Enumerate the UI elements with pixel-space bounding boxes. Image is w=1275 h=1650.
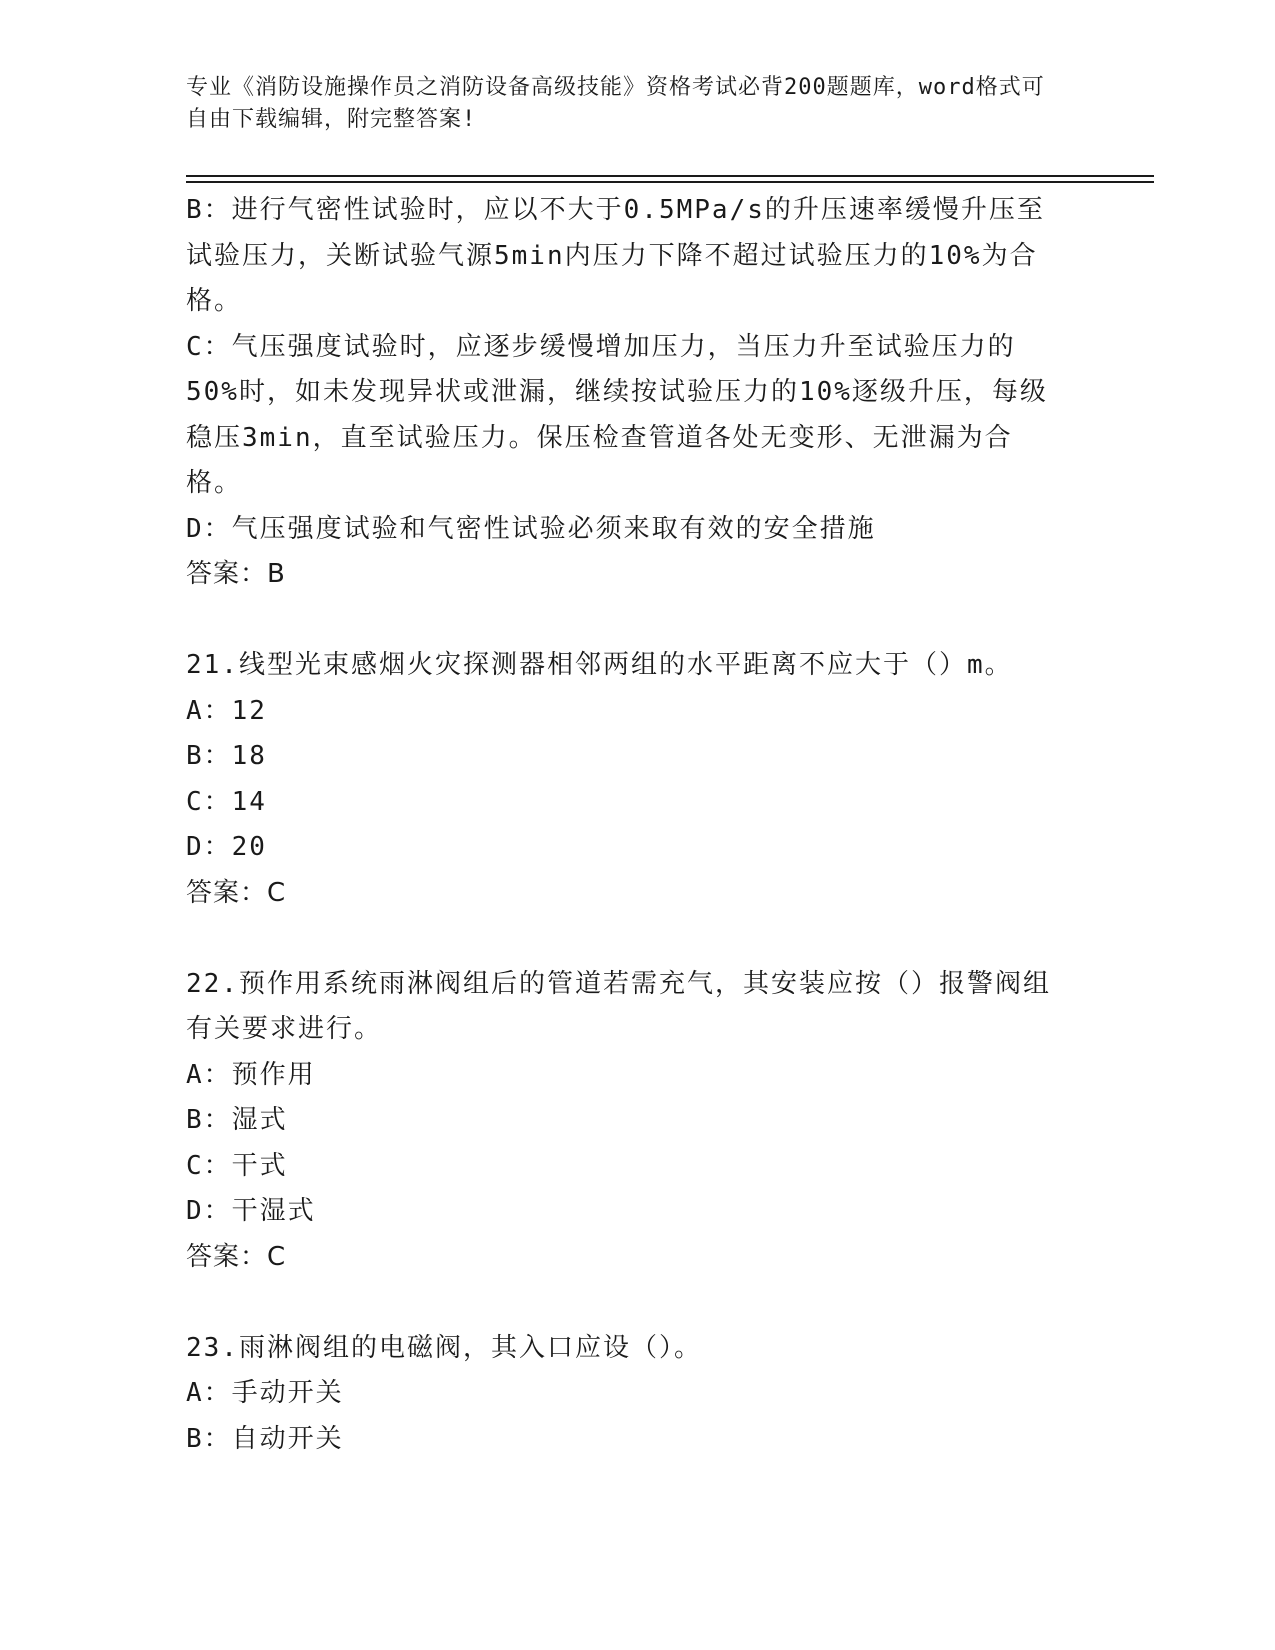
question-21-stem: 21.线型光束感烟火灾探测器相邻两组的水平距离不应大于（）m。 xyxy=(186,650,1013,680)
question-23-stem: 23.雨淋阀组的电磁阀，其入口应设（）。 xyxy=(186,1332,702,1363)
spacer xyxy=(186,916,1066,962)
question-22-option-d: D：干湿式 xyxy=(186,1196,316,1226)
header-rule-top xyxy=(186,175,1154,177)
prev-option-b: B：进行气密性试验时，应以不大于0.5MPa/s的升压速率缓慢升压至试验压力，关断试验气源5min内压力下降不超过试验压力的10%为合格。 xyxy=(186,195,1045,316)
prev-option-d: D：气压强度试验和气密性试验必须来取有效的安全措施 xyxy=(186,513,876,544)
document-header: 专业《消防设施操作员之消防设备高级技能》资格考试必背200题题库，word格式可自由下载编辑，附完整答案! xyxy=(186,75,1045,132)
question-22-stem: 22.预作用系统雨淋阀组后的管道若需充气，其安装应按（）报警阀组有关要求进行。 xyxy=(186,968,1051,1044)
question-23-option-b: B：自动开关 xyxy=(186,1423,344,1454)
spacer xyxy=(186,598,1066,644)
question-21-option-c: C：14 xyxy=(186,786,267,817)
header-rule-bottom xyxy=(186,181,1154,183)
question-22-answer: 答案：C xyxy=(186,1241,287,1272)
question-21-option-a: A：12 xyxy=(186,695,267,726)
question-22-option-c: C：干式 xyxy=(186,1150,288,1181)
question-21-answer: 答案：C xyxy=(186,877,287,908)
prev-option-c: C：气压强度试验时，应逐步缓慢增加压力，当压力升至试验压力的50%时，如未发现异状或泄漏，继续按试验压力的10%逐级升压，每级稳压3min，直至试验压力。保压检查管道各处无变形、无泄漏为合格。 xyxy=(186,331,1048,498)
question-21-option-b: B：18 xyxy=(186,741,267,771)
question-22-option-b: B：湿式 xyxy=(186,1105,288,1135)
question-21-option-d: D：20 xyxy=(186,832,267,862)
question-content xyxy=(186,188,1066,1462)
prev-answer: 答案：B xyxy=(186,559,286,589)
question-22-option-a: A：预作用 xyxy=(186,1059,316,1090)
spacer xyxy=(186,1280,1066,1326)
question-23-option-a: A：手动开关 xyxy=(186,1378,344,1408)
